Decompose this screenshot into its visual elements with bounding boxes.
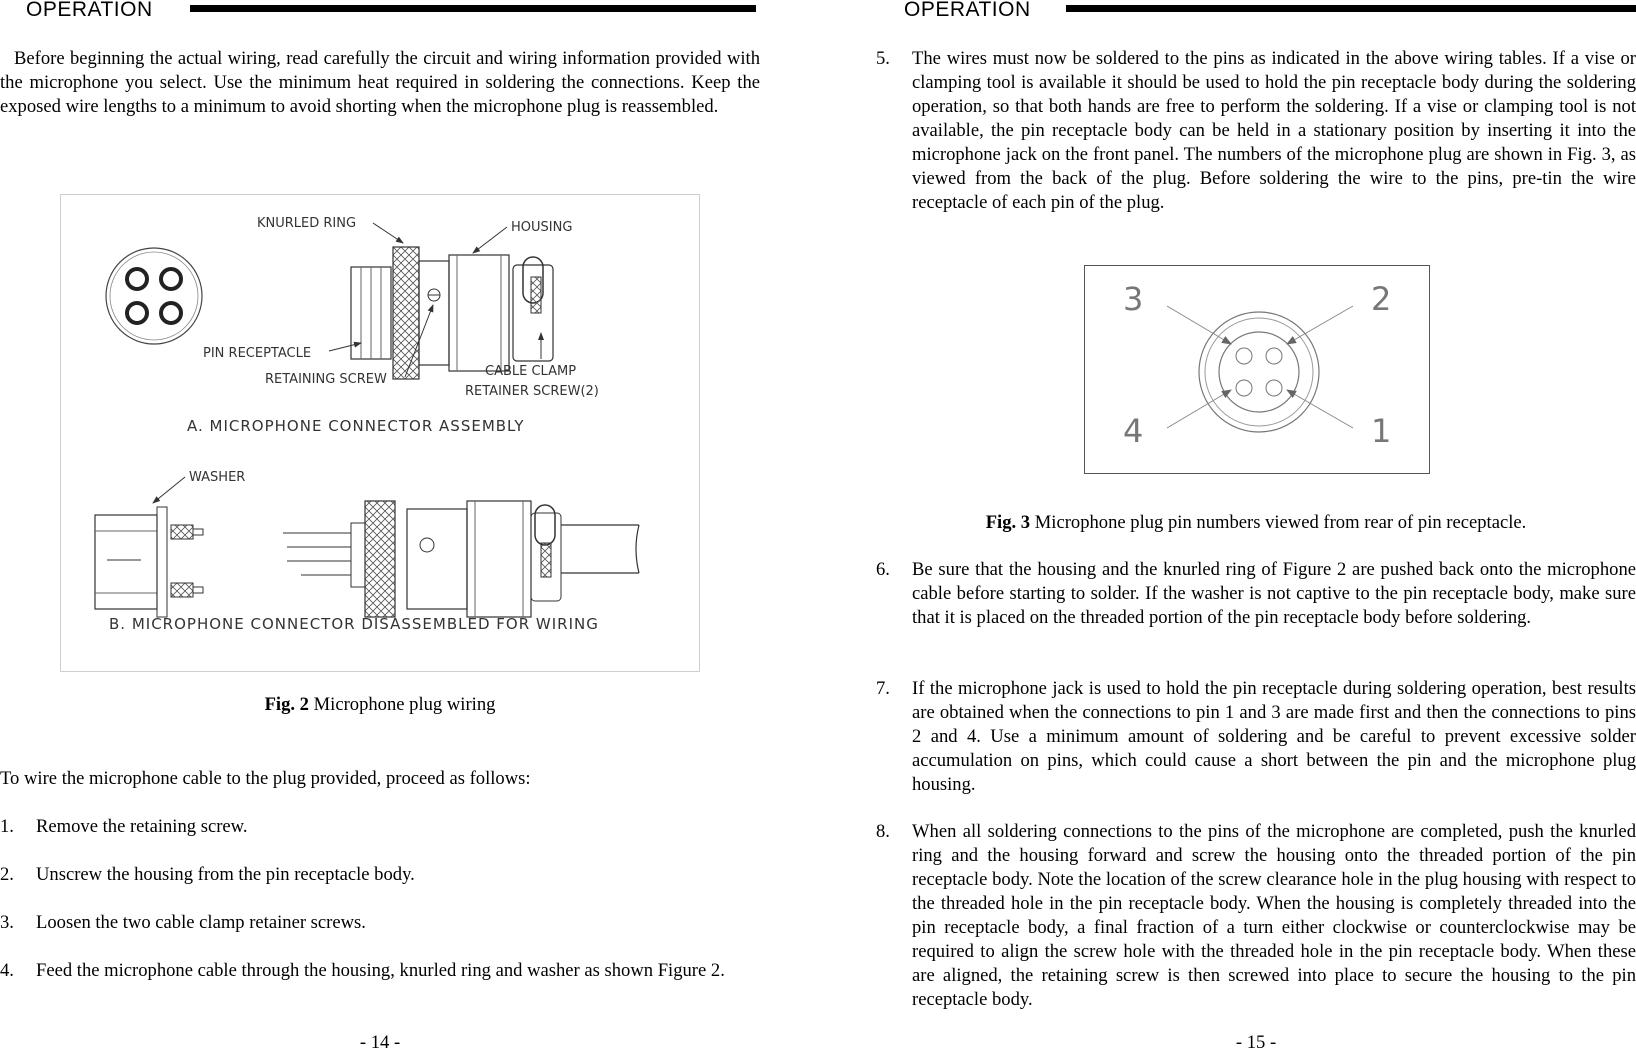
label-knurled-ring: KNURLED RING bbox=[257, 216, 357, 231]
left-page bbox=[0, 0, 760, 1057]
step-number: 7. bbox=[876, 678, 890, 699]
page-number: - 14 - bbox=[359, 1032, 401, 1053]
step-number: 2. bbox=[0, 864, 14, 885]
step-text: The wires must now be soldered to the pins as indicated in the above wiring tables. If a vise or clamping tool is available it should be used to hold the pin receptacle body during the soldering operation, so that both hands are free to perform the soldering. If a vise or clamping tool is not available, the pin receptacle body can be held in a stationary position by inserting it into the microphone jack on the front panel. The numbers of the microphone plug are shown in Fig. 3, as viewed from the back of the plug. Before soldering the wire to the pins, pre-tin the wire receptacle of each pin of the plug. bbox=[912, 48, 1636, 213]
step-text: Unscrew the housing from the pin receptacle body. bbox=[36, 864, 415, 885]
figure-2-caption bbox=[0, 694, 760, 716]
step-item bbox=[876, 558, 1636, 654]
figure-3-caption bbox=[876, 512, 1636, 534]
pin-label-1: 1 bbox=[1371, 412, 1392, 450]
page-number: - 15 - bbox=[1235, 1032, 1277, 1053]
step-item bbox=[876, 47, 1636, 239]
figure-2-drawing bbox=[60, 194, 700, 672]
label-retaining-screw: RETAINING SCREW bbox=[265, 372, 387, 387]
step-text: Loosen the two cable clamp retainer screws. bbox=[36, 912, 366, 933]
step-text: Remove the retaining screw. bbox=[36, 816, 248, 837]
page-header bbox=[876, 0, 1636, 24]
step-text: If the microphone jack is used to hold the pin receptacle during soldering operation, best results are obtained when the connections to pin 1 and 3 are made first and then the connections to pins 2 and 4. Use a minimum amount of soldering and be careful to prevent excessive solder accumulation on pins, which could cause a short between the pin and the microphone plug housing. bbox=[912, 678, 1636, 795]
label-pin-receptacle: PIN RECEPTACLE bbox=[203, 346, 312, 361]
step-text: Be sure that the housing and the knurled ring of Figure 2 are pushed back onto the microphone cable before starting to solder. If the washer is not captive to the pin receptacle body, make sure that it is placed on the threaded portion of the pin receptacle body before soldering. bbox=[912, 559, 1636, 628]
label-washer: WASHER bbox=[189, 470, 246, 485]
pin-label-3: 3 bbox=[1123, 280, 1144, 318]
step-number: 6. bbox=[876, 559, 890, 580]
pin-label-4: 4 bbox=[1123, 412, 1144, 450]
step-number: 3. bbox=[0, 912, 14, 933]
page-header bbox=[0, 0, 760, 24]
step-number: 8. bbox=[876, 821, 890, 842]
title-a: A. MICROPHONE CONNECTOR ASSEMBLY bbox=[187, 417, 525, 435]
step-text: When all soldering connections to the pins of the microphone are completed, push the knurled ring and the housing forward and screw the housing onto the threaded portion of the pin receptacle body. Note the location of the screw clearance hole in the plug housing with respect to the threaded hole in the pin receptacle body. When the housing is completely threaded into the pin receptacle body, a final fraction of a turn either clockwise or counterclockwise may be required to align the screw hole with the threaded hole in the pin receptacle body. When these are aligned, the retaining screw is then screwed into place to secure the housing to the pin receptacle body. bbox=[912, 821, 1636, 1010]
assembled-connector bbox=[351, 247, 553, 379]
header-title: OPERATION bbox=[26, 0, 153, 21]
caption-label: Fig. 2 bbox=[264, 694, 309, 715]
disassembled-connector bbox=[95, 501, 639, 617]
step-number: 5. bbox=[876, 48, 890, 69]
step-item bbox=[0, 959, 760, 1007]
step-text: Feed the microphone cable through the housing, knurled ring and washer as shown Figure 2. bbox=[36, 960, 725, 981]
step-item bbox=[0, 863, 760, 887]
header-rule bbox=[190, 5, 756, 12]
title-b: B. MICROPHONE CONNECTOR DISASSEMBLED FOR WIRING bbox=[109, 615, 599, 633]
caption-label: Fig. 3 bbox=[985, 512, 1031, 533]
pin-number-diagram bbox=[1085, 266, 1429, 473]
pin-receptacle-end-view bbox=[106, 248, 202, 344]
label-housing: HOUSING bbox=[511, 220, 573, 235]
caption-text: Microphone plug pin numbers viewed from rear of pin receptacle. bbox=[1030, 512, 1527, 533]
step-item bbox=[876, 820, 1636, 1012]
step-number: 1. bbox=[0, 816, 14, 837]
step-number: 4. bbox=[0, 960, 14, 981]
step-item bbox=[0, 815, 760, 839]
step-item bbox=[0, 911, 760, 935]
intro-paragraph: Before beginning the actual wiring, read carefully the circuit and wiring information provided with the microphone you select. Use the minimum heat required in soldering the connections. Keep the exposed wire lengths to a minimum to avoid shorting when the microphone plug is reassembled. bbox=[0, 48, 760, 117]
lead-sentence: To wire the microphone cable to the plug provided, proceed as follows: bbox=[0, 768, 531, 789]
header-rule bbox=[1066, 5, 1636, 12]
right-page bbox=[876, 0, 1636, 1057]
label-retainer-screw: RETAINER SCREW(2) bbox=[465, 384, 599, 399]
step-item bbox=[876, 677, 1636, 797]
header-title: OPERATION bbox=[904, 0, 1031, 21]
label-cable-clamp: CABLE CLAMP bbox=[485, 364, 577, 379]
pin-label-2: 2 bbox=[1371, 280, 1392, 318]
figure-3-drawing bbox=[1084, 265, 1430, 474]
caption-text: Microphone plug wiring bbox=[308, 694, 496, 715]
connector-diagram bbox=[61, 195, 699, 671]
